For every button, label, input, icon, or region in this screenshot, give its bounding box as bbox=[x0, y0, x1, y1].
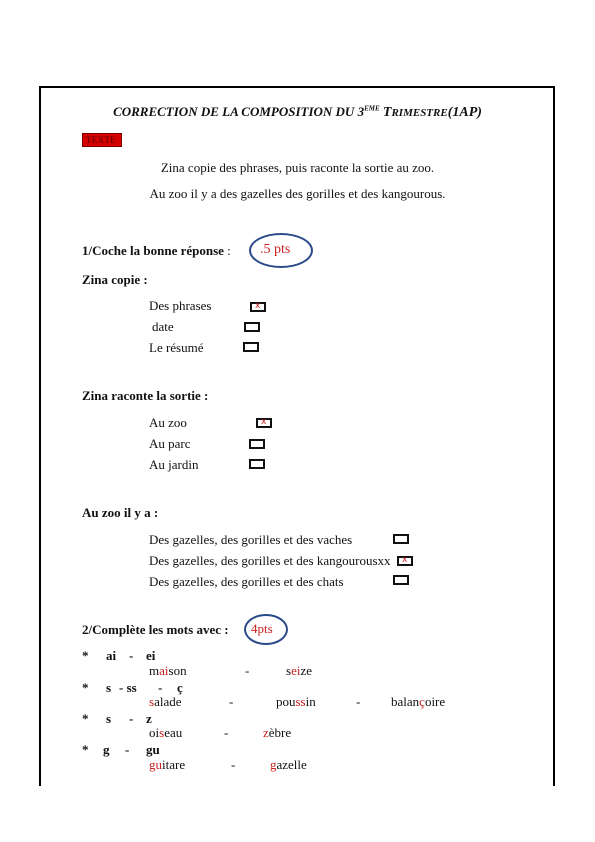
q2-row2-word-1: salade bbox=[149, 694, 182, 709]
q2-row2-bullet: * bbox=[82, 680, 89, 695]
q1-g3-checkbox-1[interactable] bbox=[393, 534, 409, 544]
q2-row1-word-1: maison bbox=[149, 663, 187, 678]
q1-g2-option-2: Au parc bbox=[149, 436, 191, 451]
q1-g1-checkbox-2[interactable] bbox=[244, 322, 260, 332]
q2-row2-letter-4: ç bbox=[177, 680, 183, 695]
q1-group3-title: Au zoo il y a : bbox=[82, 505, 159, 520]
q2-row3-letter-2: - bbox=[129, 711, 134, 726]
q1-g1-checkbox-1[interactable]: x bbox=[250, 302, 266, 312]
q1-g2-option-1: Au zoo bbox=[149, 415, 187, 430]
q2-row4-word-2: gazelle bbox=[270, 757, 307, 772]
q1-g3-option-3: Des gazelles, des gorilles et des chats bbox=[149, 574, 344, 589]
q2-row4-letter-3: gu bbox=[146, 742, 160, 757]
q2-row4-letter-2: - bbox=[125, 742, 130, 757]
q2-row2-letter-2: - ss bbox=[119, 680, 137, 695]
q2-row4-word-1: guitare bbox=[149, 757, 186, 772]
q2-row4-bullet: * bbox=[82, 742, 89, 757]
q1-g2-checkbox-1[interactable]: x bbox=[256, 418, 272, 428]
q2-row4-dash: - bbox=[231, 757, 236, 772]
q2-row1-dash: - bbox=[245, 663, 250, 678]
q1-g3-checkbox-3[interactable] bbox=[393, 575, 409, 585]
q1-points-circle bbox=[249, 233, 313, 268]
q1-g2-option-3: Au jardin bbox=[149, 457, 199, 472]
q2-row4-letter-1: g bbox=[103, 742, 110, 757]
q1-g1-option-2: date bbox=[152, 319, 174, 334]
q2-points: 4pts bbox=[251, 621, 273, 636]
q1-g1-option-1: Des phrases bbox=[149, 298, 212, 313]
q2-row1-bullet: * bbox=[82, 648, 89, 663]
q2-row3-letter-1: s bbox=[106, 711, 112, 726]
q1-points: .5 pts bbox=[260, 242, 291, 257]
q1-heading: 1/Coche la bonne réponse : bbox=[82, 243, 231, 258]
q1-g1-option-3: Le résumé bbox=[149, 340, 204, 355]
q1-group2-title: Zina raconte la sortie : bbox=[82, 388, 209, 403]
q2-row3-dash: - bbox=[224, 725, 229, 740]
texte-line-2: Au zoo il y a des gazelles des gorilles et des kangourous. bbox=[149, 186, 446, 201]
q2-points-circle bbox=[244, 614, 288, 645]
q2-row3-bullet: * bbox=[82, 711, 89, 726]
q2-row2-letter-3: - bbox=[158, 680, 163, 695]
q1-g1-checkbox-3[interactable] bbox=[243, 342, 259, 352]
q2-row2-dash-2: - bbox=[356, 694, 361, 709]
texte-label: TEXTE bbox=[82, 133, 122, 147]
q1-g3-option-2: Des gazelles, des gorilles et des kangourousxx bbox=[149, 553, 391, 568]
q2-row2-letter-1: s bbox=[106, 680, 112, 695]
q1-g3-option-1: Des gazelles, des gorilles et des vaches bbox=[149, 532, 353, 547]
q1-g2-checkbox-2[interactable] bbox=[249, 439, 265, 449]
q1-g3-checkbox-2[interactable]: x bbox=[397, 556, 413, 566]
q2-row1-letter-2: - bbox=[129, 648, 134, 663]
q2-row3-word-2: zèbre bbox=[263, 725, 292, 740]
q2-row1-letter-3: ei bbox=[146, 648, 156, 663]
q2-row1-word-2: seize bbox=[286, 663, 312, 678]
q2-row3-letter-3: z bbox=[146, 711, 152, 726]
q1-group1-title: Zina copie : bbox=[82, 272, 148, 287]
q1-g2-checkbox-3[interactable] bbox=[249, 459, 265, 469]
q2-row2-dash-1: - bbox=[229, 694, 234, 709]
q2-row2-word-2: poussin bbox=[276, 694, 316, 709]
q2-heading: 2/Complète les mots avec : bbox=[82, 622, 229, 637]
q2-row2-word-3: balançoire bbox=[391, 694, 446, 709]
document-title: CORRECTION DE LA COMPOSITION DU 3EME TRIMESTRE(1AP) bbox=[113, 104, 482, 120]
q2-row1-letter-1: ai bbox=[106, 648, 117, 663]
q2-row3-word-1: oiseau bbox=[149, 725, 183, 740]
texte-line-1: Zina copie des phrases, puis raconte la sortie au zoo. bbox=[160, 160, 435, 175]
